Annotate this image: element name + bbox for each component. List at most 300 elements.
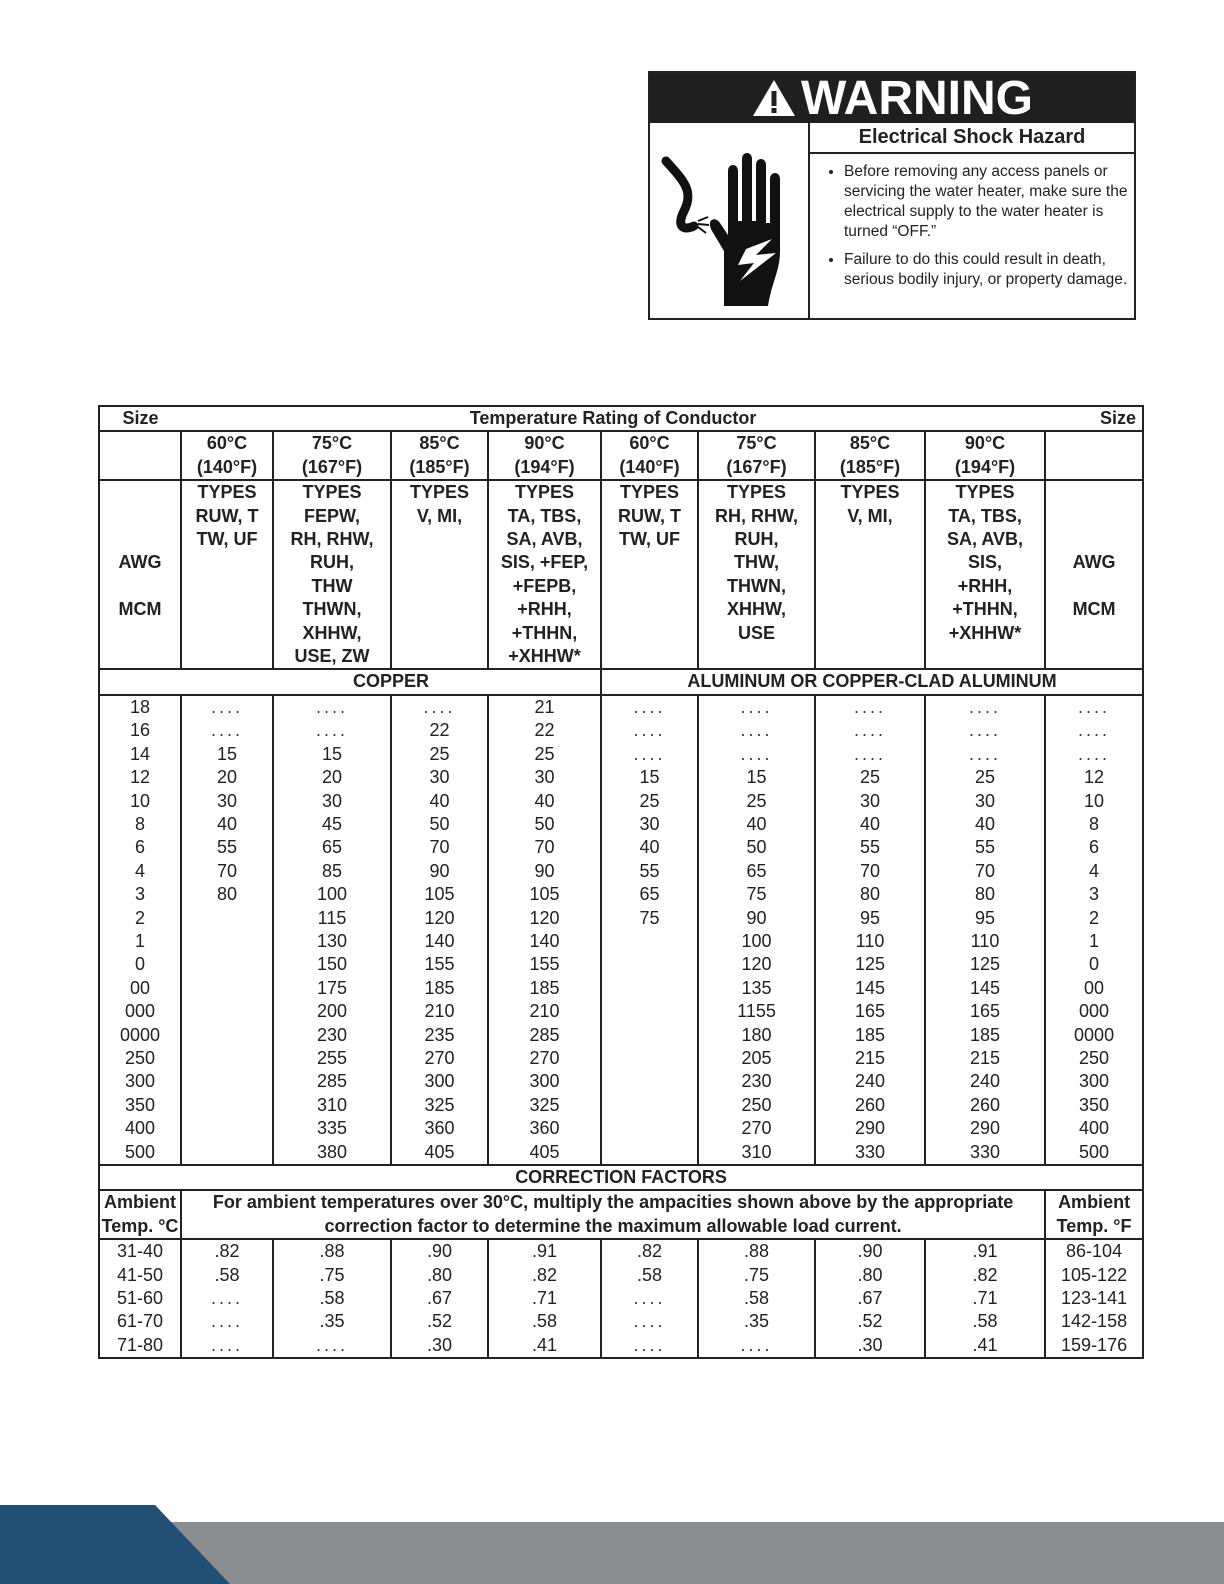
ambient-c-label: Ambient Temp. °C xyxy=(99,1190,181,1239)
ampacity-row xyxy=(99,813,1143,836)
table-cell: .75 xyxy=(698,1264,815,1287)
table-cell: .... xyxy=(1045,743,1143,766)
table-cell: 70 xyxy=(391,836,488,859)
ampacity-row xyxy=(99,977,1143,1000)
table-cell: 61-70 xyxy=(99,1310,181,1333)
types-cell xyxy=(698,480,815,669)
table-cell: 10 xyxy=(1045,790,1143,813)
table-cell: .... xyxy=(815,695,925,719)
table-cell: 270 xyxy=(488,1047,601,1070)
type-line: V, MI, xyxy=(416,505,463,526)
table-cell: 31-40 xyxy=(99,1239,181,1263)
table-cell: .... xyxy=(1045,719,1143,742)
table-cell: .82 xyxy=(488,1264,601,1287)
warning-bullet: • Failure to do this could result in death, serious bodily injury, or property damage. xyxy=(844,250,1130,290)
table-cell: 185 xyxy=(488,977,601,1000)
table-cell: 150 xyxy=(273,953,391,976)
table-cell: .58 xyxy=(925,1310,1045,1333)
table-cell: 310 xyxy=(698,1141,815,1165)
table-cell: 16 xyxy=(99,719,181,742)
types-cell xyxy=(488,480,601,669)
table-cell: 215 xyxy=(815,1047,925,1070)
table-cell: 142-158 xyxy=(1045,1310,1143,1333)
table-cell: .80 xyxy=(391,1264,488,1287)
table-cell: 115 xyxy=(273,907,391,930)
table-cell: .90 xyxy=(815,1239,925,1263)
table-cell: 325 xyxy=(488,1094,601,1117)
shock-hand-icon xyxy=(650,123,810,318)
table-cell: .58 xyxy=(181,1264,273,1287)
ampacity-row xyxy=(99,883,1143,906)
table-cell: 55 xyxy=(181,836,273,859)
table-cell: 20 xyxy=(273,766,391,789)
ampacity-row xyxy=(99,1024,1143,1047)
ampacity-row xyxy=(99,1094,1143,1117)
table-cell: 30 xyxy=(601,813,698,836)
table-cell: 330 xyxy=(925,1141,1045,1165)
table-cell: 260 xyxy=(925,1094,1045,1117)
table-cell: .75 xyxy=(273,1264,391,1287)
table-cell xyxy=(181,1094,273,1117)
table-cell: 40 xyxy=(925,813,1045,836)
table-cell: 15 xyxy=(601,766,698,789)
table-cell xyxy=(601,1024,698,1047)
table-cell: 130 xyxy=(273,930,391,953)
temp-cell: 60°C (140°F) xyxy=(601,431,698,480)
table-cell: 95 xyxy=(925,907,1045,930)
table-cell: .91 xyxy=(925,1239,1045,1263)
correction-note: For ambient temperatures over 30°C, multiply the ampacities shown above by the appropriate correction factor to determine the maximum allowable load current. xyxy=(181,1190,1045,1239)
type-line: TW, UF xyxy=(196,529,258,550)
correction-rows xyxy=(99,1239,1143,1358)
table-cell: 86-104 xyxy=(1045,1239,1143,1263)
table-cell: 15 xyxy=(181,743,273,766)
table-cell: 290 xyxy=(815,1117,925,1140)
warning-header xyxy=(650,73,1134,123)
table-cell: .41 xyxy=(925,1334,1045,1358)
ampacity-row xyxy=(99,1070,1143,1093)
table-cell: 230 xyxy=(273,1024,391,1047)
table-cell: .... xyxy=(181,719,273,742)
table-cell: 30 xyxy=(815,790,925,813)
table-cell: 6 xyxy=(99,836,181,859)
correction-row xyxy=(99,1239,1143,1263)
table-cell: 40 xyxy=(601,836,698,859)
table-cell: .... xyxy=(925,719,1045,742)
table-cell: 285 xyxy=(273,1070,391,1093)
table-cell: 25 xyxy=(391,743,488,766)
table-cell: 45 xyxy=(273,813,391,836)
type-line: SA, AVB, xyxy=(506,529,583,550)
table-cell: 1 xyxy=(99,930,181,953)
table-cell: .67 xyxy=(391,1287,488,1310)
table-cell: 25 xyxy=(601,790,698,813)
table-cell: 180 xyxy=(698,1024,815,1047)
table-cell: 400 xyxy=(1045,1117,1143,1140)
correction-label: CORRECTION FACTORS xyxy=(99,1165,1143,1190)
table-cell: .... xyxy=(815,719,925,742)
table-cell: 255 xyxy=(273,1047,391,1070)
table-cell: 120 xyxy=(488,907,601,930)
table-cell: 250 xyxy=(1045,1047,1143,1070)
ampacity-row xyxy=(99,1000,1143,1023)
temp-cell: 90°C (194°F) xyxy=(488,431,601,480)
table-cell xyxy=(181,1047,273,1070)
table-cell: 155 xyxy=(391,953,488,976)
warning-bullets xyxy=(810,162,1134,290)
table-cell: 500 xyxy=(1045,1141,1143,1165)
table-cell: 135 xyxy=(698,977,815,1000)
table-cell: 215 xyxy=(925,1047,1045,1070)
table-cell: 55 xyxy=(815,836,925,859)
table-cell: 30 xyxy=(925,790,1045,813)
table-cell xyxy=(181,953,273,976)
table-cell xyxy=(601,1047,698,1070)
table-cell: 50 xyxy=(698,836,815,859)
table-cell: .... xyxy=(601,743,698,766)
ampacity-row xyxy=(99,790,1143,813)
type-line: RUH, xyxy=(734,529,779,550)
table-cell: 30 xyxy=(273,790,391,813)
table-cell: 270 xyxy=(698,1117,815,1140)
table-cell xyxy=(601,1000,698,1023)
type-line: FEPW, xyxy=(303,505,360,526)
ampacity-row xyxy=(99,1047,1143,1070)
table-cell: 0 xyxy=(99,953,181,976)
type-line: TYPES xyxy=(955,482,1015,503)
table-cell: 0000 xyxy=(99,1024,181,1047)
table-cell: 105 xyxy=(391,883,488,906)
type-line: +RHH, xyxy=(957,575,1013,596)
type-line: USE, ZW xyxy=(294,646,370,667)
table-cell: 41-50 xyxy=(99,1264,181,1287)
table-cell: 000 xyxy=(99,1000,181,1023)
correction-row xyxy=(99,1264,1143,1287)
type-line: +FEPB, xyxy=(512,575,577,596)
types-cell xyxy=(181,480,273,669)
table-cell xyxy=(181,907,273,930)
type-line: XHHW, xyxy=(726,599,786,620)
table-cell: .... xyxy=(181,1334,273,1358)
table-cell: 350 xyxy=(1045,1094,1143,1117)
table-cell: 25 xyxy=(698,790,815,813)
ampacity-row xyxy=(99,953,1143,976)
table-cell: 25 xyxy=(815,766,925,789)
type-line: TYPES xyxy=(302,482,362,503)
table-cell: 65 xyxy=(273,836,391,859)
table-cell: .30 xyxy=(391,1334,488,1358)
table-cell xyxy=(601,930,698,953)
type-line: +RHH, xyxy=(517,599,572,620)
table-cell: 185 xyxy=(391,977,488,1000)
ampacity-row xyxy=(99,719,1143,742)
ampacity-rows xyxy=(99,695,1143,1165)
type-line: TW, UF xyxy=(619,529,680,550)
type-line: +XHHW* xyxy=(508,646,581,667)
table-cell xyxy=(601,1141,698,1165)
table-cell: 260 xyxy=(815,1094,925,1117)
type-line: TYPES xyxy=(409,482,470,503)
table-cell: .... xyxy=(181,1310,273,1333)
table-cell: 75 xyxy=(601,907,698,930)
table-cell: 22 xyxy=(488,719,601,742)
type-line: TYPES xyxy=(726,482,787,503)
table-cell: 300 xyxy=(1045,1070,1143,1093)
type-line: TYPES xyxy=(514,482,575,503)
ampacity-row xyxy=(99,1117,1143,1140)
table-cell: 70 xyxy=(815,860,925,883)
table-cell: .... xyxy=(698,695,815,719)
table-cell: .82 xyxy=(181,1239,273,1263)
table-cell: 300 xyxy=(391,1070,488,1093)
table-cell: .... xyxy=(698,743,815,766)
table-cell: 165 xyxy=(815,1000,925,1023)
table-cell: 165 xyxy=(925,1000,1045,1023)
table-cell: .... xyxy=(273,1334,391,1358)
table-cell: 21 xyxy=(488,695,601,719)
correction-row xyxy=(99,1310,1143,1333)
table-cell: 200 xyxy=(273,1000,391,1023)
table-cell: 1 xyxy=(1045,930,1143,953)
table-cell xyxy=(601,977,698,1000)
table-cell: .... xyxy=(925,695,1045,719)
table-cell xyxy=(181,930,273,953)
table-cell: 400 xyxy=(99,1117,181,1140)
table-cell: 145 xyxy=(815,977,925,1000)
correction-title-row xyxy=(99,1165,1143,1190)
correction-note-row xyxy=(99,1190,1143,1239)
table-cell: .... xyxy=(181,1287,273,1310)
type-line: RH, RHW, xyxy=(290,529,374,550)
types-cell xyxy=(925,480,1045,669)
table-cell: 0 xyxy=(1045,953,1143,976)
warning-triangle-icon xyxy=(751,78,797,118)
table-cell: 250 xyxy=(99,1047,181,1070)
table-cell: 20 xyxy=(181,766,273,789)
table-cell: .58 xyxy=(698,1287,815,1310)
table-cell: .... xyxy=(601,1310,698,1333)
table-cell: 205 xyxy=(698,1047,815,1070)
type-line: USE xyxy=(737,622,775,643)
types-cell xyxy=(391,480,488,669)
table-cell: 30 xyxy=(391,766,488,789)
table-cell: 300 xyxy=(99,1070,181,1093)
table-cell: 250 xyxy=(698,1094,815,1117)
table-cell: .71 xyxy=(488,1287,601,1310)
type-line: TYPES xyxy=(840,482,900,503)
table-cell: 40 xyxy=(815,813,925,836)
table-cell: 140 xyxy=(488,930,601,953)
table-cell: .... xyxy=(601,1334,698,1358)
table-cell: 325 xyxy=(391,1094,488,1117)
warning-label xyxy=(648,71,1136,320)
table-cell: 105 xyxy=(488,883,601,906)
table-cell: 80 xyxy=(815,883,925,906)
table-cell: 40 xyxy=(488,790,601,813)
table-cell: 55 xyxy=(925,836,1045,859)
temp-cell: 85°C (185°F) xyxy=(391,431,488,480)
table-cell: 000 xyxy=(1045,1000,1143,1023)
table-cell: 12 xyxy=(99,766,181,789)
table-cell: 210 xyxy=(488,1000,601,1023)
table-cell: 100 xyxy=(273,883,391,906)
table-cell: .58 xyxy=(273,1287,391,1310)
table-cell: 2 xyxy=(1045,907,1143,930)
type-line: SIS, xyxy=(968,552,1003,573)
table-cell: .90 xyxy=(391,1239,488,1263)
table-cell: 70 xyxy=(925,860,1045,883)
types-cell xyxy=(815,480,925,669)
table-cell xyxy=(181,977,273,1000)
types-row xyxy=(99,480,1143,669)
table-cell xyxy=(181,1117,273,1140)
table-cell: 40 xyxy=(181,813,273,836)
table-cell: 70 xyxy=(181,860,273,883)
table-cell: 8 xyxy=(1045,813,1143,836)
table-cell: 100 xyxy=(698,930,815,953)
table-cell: .... xyxy=(273,695,391,719)
copper-label: COPPER xyxy=(99,669,601,694)
type-line: XHHW, xyxy=(302,622,362,643)
table-cell: 0000 xyxy=(1045,1024,1143,1047)
table-cell: 00 xyxy=(99,977,181,1000)
table-cell: 50 xyxy=(488,813,601,836)
table-cell: 290 xyxy=(925,1117,1045,1140)
table-cell: 8 xyxy=(99,813,181,836)
table-cell: 95 xyxy=(815,907,925,930)
table-cell: 110 xyxy=(815,930,925,953)
table-cell: 330 xyxy=(815,1141,925,1165)
ampacity-row xyxy=(99,695,1143,719)
table-cell: .35 xyxy=(273,1310,391,1333)
table-cell: 380 xyxy=(273,1141,391,1165)
table-cell: 15 xyxy=(698,766,815,789)
table-cell: 90 xyxy=(391,860,488,883)
table-cell: 285 xyxy=(488,1024,601,1047)
table-cell: .... xyxy=(698,1334,815,1358)
type-line: TYPES xyxy=(619,482,680,503)
ampacity-row xyxy=(99,766,1143,789)
table-cell: 40 xyxy=(391,790,488,813)
type-line: TYPES xyxy=(197,482,257,503)
table-cell: 75 xyxy=(698,883,815,906)
table-cell: 12 xyxy=(1045,766,1143,789)
warning-subtitle: Electrical Shock Hazard xyxy=(810,123,1134,154)
table-cell: 25 xyxy=(488,743,601,766)
table-cell: 18 xyxy=(99,695,181,719)
table-cell: 50 xyxy=(391,813,488,836)
table-cell: 175 xyxy=(273,977,391,1000)
table-cell: .88 xyxy=(273,1239,391,1263)
type-line: RUH, xyxy=(310,552,354,573)
table-cell: .... xyxy=(698,719,815,742)
table-cell: 300 xyxy=(488,1070,601,1093)
warning-title: WARNING xyxy=(801,71,1033,125)
table-cell: 120 xyxy=(391,907,488,930)
types-cell xyxy=(601,480,698,669)
table-cell: 240 xyxy=(815,1070,925,1093)
table-cell: 110 xyxy=(925,930,1045,953)
type-line: RH, RHW, xyxy=(715,505,798,526)
table-cell xyxy=(601,1094,698,1117)
table-cell: .58 xyxy=(601,1264,698,1287)
table-cell: 4 xyxy=(1045,860,1143,883)
temp-rating-label: Temperature Rating of Conductor xyxy=(181,406,1045,431)
table-cell: 350 xyxy=(99,1094,181,1117)
type-line: +XHHW* xyxy=(948,622,1022,643)
type-line: +THHN, xyxy=(952,599,1018,620)
temperature-row xyxy=(99,431,1143,480)
header-title-row xyxy=(99,406,1143,431)
table-cell: 40 xyxy=(698,813,815,836)
table-cell: .80 xyxy=(815,1264,925,1287)
table-cell: 22 xyxy=(391,719,488,742)
table-cell: 159-176 xyxy=(1045,1334,1143,1358)
size-label-left: Size xyxy=(99,406,181,431)
table-cell: .... xyxy=(181,695,273,719)
table-cell: 71-80 xyxy=(99,1334,181,1358)
type-line: TA, TBS, xyxy=(948,505,1022,526)
table-cell: 123-141 xyxy=(1045,1287,1143,1310)
table-cell: .41 xyxy=(488,1334,601,1358)
type-line: RUW, T xyxy=(618,505,681,526)
ambient-f-label: Ambient Temp. °F xyxy=(1045,1190,1143,1239)
table-cell: .58 xyxy=(488,1310,601,1333)
table-cell: 65 xyxy=(698,860,815,883)
table-cell: 55 xyxy=(601,860,698,883)
ampacity-row xyxy=(99,1141,1143,1165)
table-cell: 2 xyxy=(99,907,181,930)
table-cell: 500 xyxy=(99,1141,181,1165)
table-cell: 185 xyxy=(925,1024,1045,1047)
table-cell: 145 xyxy=(925,977,1045,1000)
table-cell: .... xyxy=(601,695,698,719)
table-cell: 00 xyxy=(1045,977,1143,1000)
type-line: THW xyxy=(311,575,353,596)
type-line: THWN, xyxy=(727,575,786,596)
table-cell: 90 xyxy=(488,860,601,883)
table-cell: 15 xyxy=(273,743,391,766)
material-row xyxy=(99,669,1143,694)
ampacity-row xyxy=(99,743,1143,766)
type-line: RUW, T xyxy=(195,505,259,526)
table-cell: 125 xyxy=(815,953,925,976)
temp-cell: 85°C (185°F) xyxy=(815,431,925,480)
table-cell: 90 xyxy=(698,907,815,930)
table-cell: .67 xyxy=(815,1287,925,1310)
table-cell: 125 xyxy=(925,953,1045,976)
table-cell: 1155 xyxy=(698,1000,815,1023)
table-cell: 155 xyxy=(488,953,601,976)
table-cell: 30 xyxy=(181,790,273,813)
table-cell: 14 xyxy=(99,743,181,766)
size-label-right: Size xyxy=(1045,406,1143,431)
ampacity-row xyxy=(99,907,1143,930)
table-cell: 235 xyxy=(391,1024,488,1047)
temp-cell: 75°C (167°F) xyxy=(273,431,391,480)
table-cell xyxy=(181,1000,273,1023)
correction-row xyxy=(99,1334,1143,1358)
awg-mcm-label-left: AWG MCM xyxy=(99,480,181,669)
temp-cell: 90°C (194°F) xyxy=(925,431,1045,480)
table-cell: 405 xyxy=(391,1141,488,1165)
table-cell: 230 xyxy=(698,1070,815,1093)
table-cell: 360 xyxy=(488,1117,601,1140)
table-cell: .... xyxy=(1045,695,1143,719)
table-cell: .... xyxy=(925,743,1045,766)
table-cell: 80 xyxy=(181,883,273,906)
table-cell: 405 xyxy=(488,1141,601,1165)
